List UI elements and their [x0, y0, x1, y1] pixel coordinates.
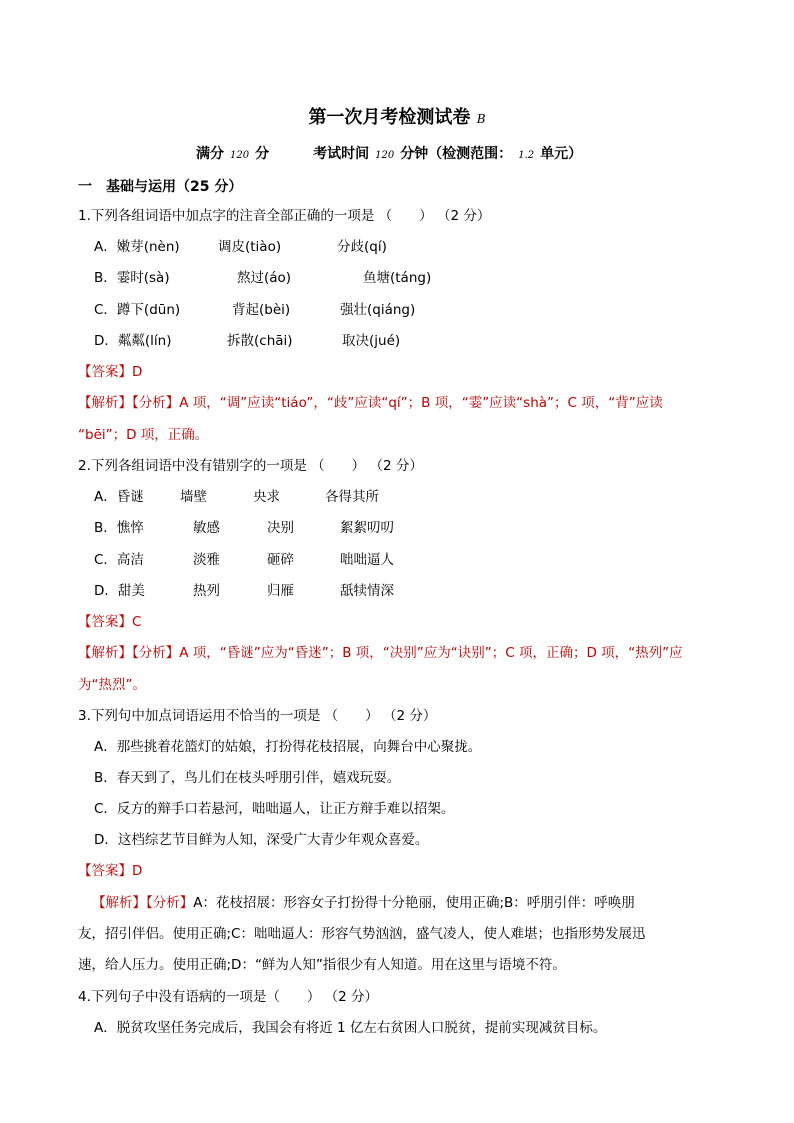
q2-option-c-word3: 砸碎	[267, 552, 294, 568]
q2-option-d-word3: 归雁	[267, 583, 294, 599]
analysis-text: A 项，“昏谜”应为“昏迷”；B 项，“决别”应为“诀别”；C 项，正确；D 项，“热列”应	[179, 645, 683, 661]
time-unit: 分钟（检测范围：	[400, 146, 513, 162]
q1-option-c-word1: C．蹲下(dūn)	[94, 302, 181, 318]
q2-option-a-word2: 墙壁	[180, 489, 207, 505]
question-3-stem: 3.下列句中加点词语运用不恰当的一项是 （ ） （2 分）	[78, 708, 437, 724]
q3-option-d: D．这档综艺节目鲜为人知，深受广大青少年观众喜爱。	[94, 832, 429, 848]
q1-option-b-word2: 熬过(áo)	[237, 270, 292, 286]
analysis-text: A 项，“调”应读“tiáo”，“歧”应读“qí”；B 项，“霎”应读“shà”；C 项，“背”应读	[179, 395, 663, 411]
q3-option-b: B．春天到了，鸟儿们在枝头呼朋引伴，嬉戏玩耍。	[94, 770, 401, 786]
question-1-stem: 1.下列各组词语中加点字的注音全部正确的一项是 （ ） （2 分）	[78, 208, 491, 224]
answer-value: D	[132, 364, 143, 380]
q2-option-d-word1: D．甜美	[94, 583, 145, 599]
q1-option-b-word1: B．霎时(sà)	[94, 270, 170, 286]
q2-analysis-line2: 为“热烈”。	[78, 677, 146, 693]
q1-option-d-word1: D．粼粼(lín)	[94, 333, 172, 349]
analysis-label: 【解析】【分析】	[92, 895, 194, 911]
q1-option-a-word1: A．嫩芽(nèn)	[94, 239, 180, 255]
question-4-stem: 4.下列句子中没有语病的一项是（ ） （2 分）	[78, 989, 379, 1005]
full-marks-unit: 分	[255, 146, 270, 162]
answer-value: C	[132, 614, 142, 630]
q1-option-a-word3: 分歧(qí)	[337, 239, 387, 255]
question-2-stem: 2.下列各组词语中没有错别字的一项是 （ ） （2 分）	[78, 458, 423, 474]
q1-option-c-word2: 背起(bèi)	[232, 302, 291, 318]
full-marks-value: 120	[230, 150, 250, 161]
q3-analysis-line2: 友，招引伴侣。使用正确;C：咄咄逼人：形容气势汹汹，盛气凌人，使人难堪；也指形势发展迅	[78, 926, 646, 942]
q1-option-a-word2: 调皮(tiào)	[218, 239, 282, 255]
scope-unit: 单元）	[540, 146, 583, 162]
scope-value: 1.2	[518, 150, 535, 161]
answer-label: 【答案】	[78, 364, 132, 380]
analysis-text: A：花枝招展：形容女子打扮得十分艳丽，使用正确;B：呼朋引伴：呼唤朋	[193, 895, 635, 911]
time-value: 120	[375, 150, 395, 161]
section-heading: 一 基础与运用（25 分）	[78, 179, 243, 195]
q2-option-b-word2: 敏感	[193, 520, 220, 536]
q2-answer	[78, 613, 141, 631]
q2-option-d-word4: 舐犊情深	[340, 583, 394, 599]
q2-option-a-word1: A．昏谜	[94, 489, 144, 505]
q3-option-a: A．那些挑着花篮灯的姑娘，打扮得花枝招展，向舞台中心聚拢。	[94, 739, 482, 755]
q2-option-c-word1: C．高洁	[94, 552, 144, 568]
analysis-label: 【解析】【分析】	[78, 395, 180, 411]
exam-info	[196, 145, 582, 165]
q4-option-a: A．脱贫攻坚任务完成后，我国会有将近 1 亿左右贫困人口脱贫，提前实现减贫目标。	[94, 1020, 607, 1036]
q1-analysis-line2: “bēi”；D 项，正确。	[78, 427, 209, 443]
answer-value: D	[132, 863, 143, 879]
q2-option-c-word4: 咄咄逼人	[340, 552, 394, 568]
q2-option-d-word2: 热列	[193, 583, 220, 599]
page-title	[0, 106, 794, 131]
q2-analysis-line1	[78, 644, 683, 662]
q1-analysis-line1	[78, 394, 663, 412]
answer-label: 【答案】	[78, 614, 132, 630]
full-marks-label: 满分	[196, 146, 224, 162]
title-version: B	[476, 112, 486, 126]
q2-option-a-word4: 各得其所	[325, 489, 379, 505]
q2-option-b-word3: 决别	[267, 520, 294, 536]
q2-option-c-word2: 淡雅	[193, 552, 220, 568]
analysis-label: 【解析】【分析】	[78, 645, 180, 661]
title-text: 第一次月考检测试卷	[308, 107, 471, 128]
q1-option-d-word3: 取决(jué)	[342, 333, 401, 349]
q1-option-b-word3: 鱼塘(táng)	[363, 270, 432, 286]
q3-analysis-line1	[92, 894, 635, 912]
q3-answer	[78, 862, 142, 880]
time-label: 考试时间	[313, 146, 370, 162]
q1-option-d-word2: 拆散(chāi)	[227, 333, 293, 349]
q2-option-b-word4: 絮絮叨叨	[340, 520, 394, 536]
q1-option-c-word3: 强壮(qiáng)	[340, 302, 416, 318]
q3-option-c: C．反方的辩手口若悬河，咄咄逼人，让正方辩手难以招架。	[94, 801, 455, 817]
answer-label: 【答案】	[78, 863, 132, 879]
q2-option-a-word3: 央求	[253, 489, 280, 505]
q1-answer	[78, 363, 142, 381]
q3-analysis-line3: 速，给人压力。使用正确;D：“鲜为人知”指很少有人知道。用在这里与语境不符。	[78, 957, 566, 973]
q2-option-b-word1: B．憔悴	[94, 520, 144, 536]
